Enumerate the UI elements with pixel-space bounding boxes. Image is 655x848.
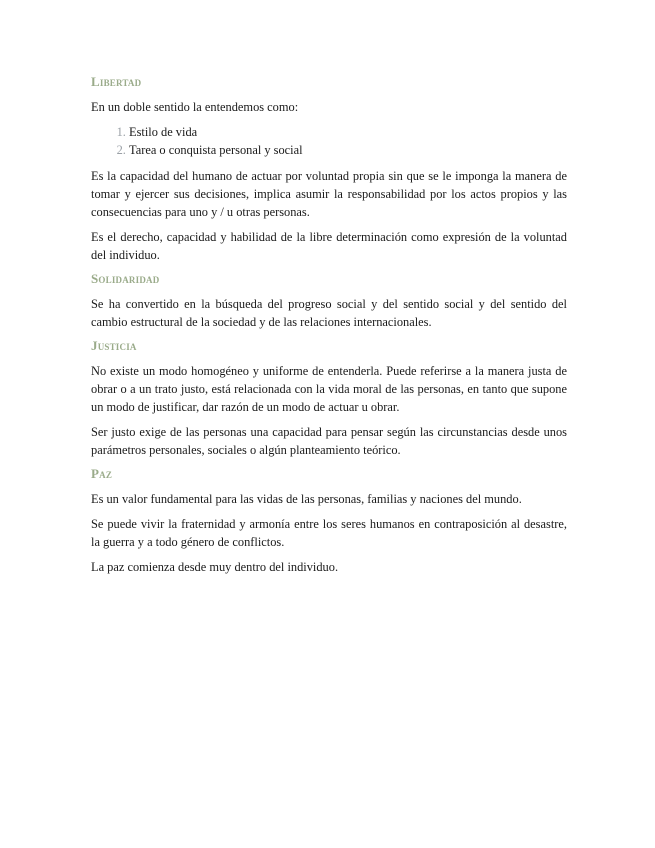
libertad-list [91,123,567,159]
solidaridad-paragraph-1: Se ha convertido en la búsqueda del progreso social y del sentido social y del sentido del cambio estructural de la sociedad y de las relaciones internacionales. [91,297,567,329]
heading-solidaridad: Solidaridad [91,271,160,286]
libertad-intro: En un doble sentido la entendemos como: [91,100,299,114]
heading-justicia: Justicia [91,338,137,353]
paz-paragraph-1: Es un valor fundamental para las vidas de las personas, familias y naciones del mundo. [91,492,522,506]
paz-paragraph-2: Se puede vivir la fraternidad y armonía entre los seres humanos en contraposición al desastre, la guerra y a todo género de conflictos. [91,517,567,549]
document-body [91,74,567,583]
list-item: 2. Tarea o conquista personal y social [129,141,567,159]
justicia-paragraph-2: Ser justo exige de las personas una capacidad para pensar según las circunstancias desde unos parámetros personales, sociales o algún planteamiento teórico. [91,425,567,457]
heading-paz: Paz [91,466,113,481]
justicia-paragraph-1: No existe un modo homogéneo y uniforme de entenderla. Puede referirse a la manera justa de obrar o a un trato justo, está relacionada con la vida moral de las personas, en tanto que supone un modo de justificar, dar razón de un modo de actuar u obrar. [91,364,567,414]
heading-libertad: Libertad [91,74,142,89]
paz-paragraph-3: La paz comienza desde muy dentro del individuo. [91,560,339,574]
list-item: 1. Estilo de vida [129,123,567,141]
libertad-paragraph-1: Es la capacidad del humano de actuar por voluntad propia sin que se le imponga la manera de tomar y ejercer sus decisiones, implica asumir la responsabilidad por los actos propios y las consecuencias para uno y / u otras personas. [91,169,567,219]
libertad-paragraph-2: Es el derecho, capacidad y habilidad de la libre determinación como expresión de la voluntad del individuo. [91,230,567,262]
